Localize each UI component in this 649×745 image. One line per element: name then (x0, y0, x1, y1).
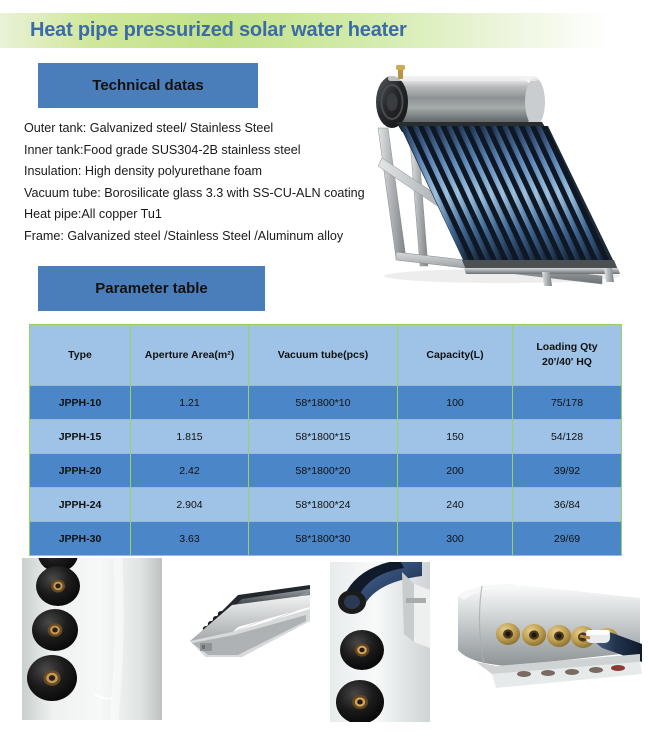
cell-type: JPPH-24 (30, 488, 131, 522)
cell-capacity: 300 (398, 522, 513, 556)
detail-photo-tank-grommets (22, 558, 162, 720)
column-header-loading-qty-line2: 20'/40' HQ (542, 356, 592, 368)
cell-capacity: 240 (398, 488, 513, 522)
spec-line-vacuum-tube: Vacuum tube: Borosilicate glass 3.3 with SS-CU-ALN coating (24, 185, 365, 200)
column-header-loading-qty (513, 325, 622, 386)
spec-line-heat-pipe: Heat pipe:All copper Tu1 (24, 207, 162, 221)
spec-line-frame: Frame: Galvanized steel /Stainless Steel /Aluminum alloy (24, 228, 344, 243)
table-row (30, 420, 622, 454)
parameter-table-heading-label: Parameter table (95, 280, 208, 297)
cell-loading-qty: 39/92 (513, 454, 622, 488)
table-row (30, 454, 622, 488)
column-header-loading-qty-line1: Loading Qty (536, 341, 598, 353)
cell-loading-qty: 75/178 (513, 386, 622, 420)
detail-photo-tank-end-with-tube (330, 562, 430, 722)
cell-type: JPPH-20 (30, 454, 131, 488)
cell-loading-qty: 54/128 (513, 420, 622, 454)
table-row (30, 488, 622, 522)
cell-type: JPPH-10 (30, 386, 131, 420)
parameter-table-heading-box (38, 266, 265, 311)
cell-aperture-area: 2.42 (131, 454, 249, 488)
cell-vacuum-tube: 58*1800*15 (249, 420, 398, 454)
detail-photo-tank-manifold-ports (452, 578, 642, 696)
product-hero-image (352, 62, 642, 290)
column-header-aperture-area: Aperture Area(m²) (131, 325, 249, 386)
cell-capacity: 150 (398, 420, 513, 454)
cell-type: JPPH-15 (30, 420, 131, 454)
cell-loading-qty: 29/69 (513, 522, 622, 556)
column-header-capacity: Capacity(L) (398, 325, 513, 386)
cell-aperture-area: 1.815 (131, 420, 249, 454)
storage-tank (376, 65, 545, 128)
vacuum-tube-array (400, 126, 614, 262)
cell-capacity: 100 (398, 386, 513, 420)
detail-photo-tube-frame (186, 583, 311, 673)
page-title: Heat pipe pressurized solar water heater (30, 19, 407, 41)
tank-body (458, 584, 640, 666)
cell-capacity: 200 (398, 454, 513, 488)
column-header-vacuum-tube: Vacuum tube(pcs) (249, 325, 398, 386)
spec-line-insulation: Insulation: High density polyurethane foam (24, 164, 263, 178)
technical-datas-heading-box (38, 63, 258, 108)
cell-type: JPPH-30 (30, 522, 131, 556)
table-row (30, 522, 622, 556)
cell-aperture-area: 1.21 (131, 386, 249, 420)
technical-datas-heading-label: Technical datas (92, 77, 204, 94)
cell-vacuum-tube: 58*1800*30 (249, 522, 398, 556)
cell-aperture-area: 2.904 (131, 488, 249, 522)
spec-line-inner-tank: Inner tank:Food grade SUS304-2B stainless steel (24, 142, 301, 157)
cell-vacuum-tube: 58*1800*24 (249, 488, 398, 522)
column-header-type: Type (30, 325, 131, 386)
spec-line-outer-tank: Outer tank: Galvanized steel/ Stainless Steel (24, 121, 274, 135)
cell-vacuum-tube: 58*1800*20 (249, 454, 398, 488)
technical-specs-list (24, 118, 394, 247)
table-header-row (30, 325, 622, 386)
cell-vacuum-tube: 58*1800*10 (249, 386, 398, 420)
table-row (30, 386, 622, 420)
parameter-table (29, 324, 622, 556)
cell-loading-qty: 36/84 (513, 488, 622, 522)
cell-aperture-area: 3.63 (131, 522, 249, 556)
